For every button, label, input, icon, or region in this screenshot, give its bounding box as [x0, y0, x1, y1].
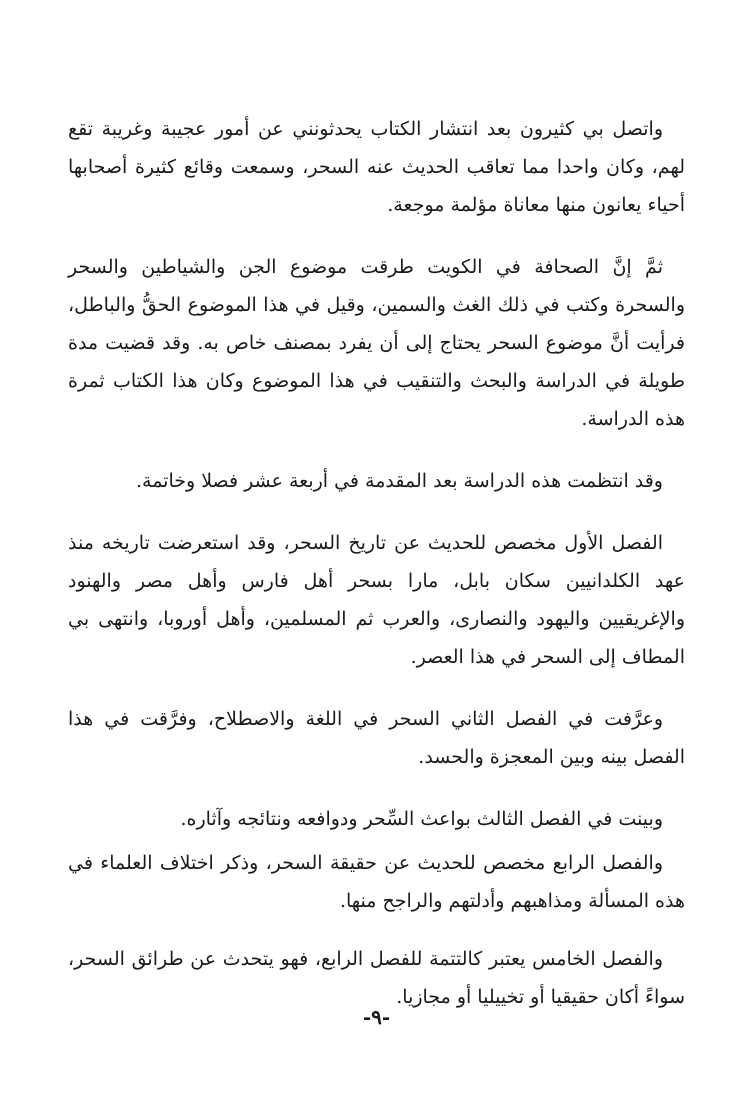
paragraph-8: والفصل الخامس يعتبر كالتتمة للفصل الرابع، فهو يتحدث عن طرائق السحر، سواءً أكان حقيقيا أو تخييليا أو مجازيا.	[68, 948, 685, 1008]
body-text	[68, 110, 685, 1016]
paragraph-5: وعرَّفت في الفصل الثاني السحر في اللغة والاصطلاح، وفرَّقت في هذا الفصل بينه وبين المعجزة والحسد.	[68, 708, 685, 768]
page-number: -٩-	[362, 1005, 391, 1029]
paragraph-7: والفصل الرابع مخصص للحديث عن حقيقة السحر، وذكر اختلاف العلماء في هذه المسألة ومذاهبهم وأدلتهم والراجح منها.	[68, 852, 685, 912]
paragraph-4: الفصل الأول مخصص للحديث عن تاريخ السحر، وقد استعرضت تاريخه منذ عهد الكلدانيين سكان بابل، مارا بسحر أهل فارس وأهل مصر والهنود والإغريقيين واليهود والنصارى، والعرب ثم المسلمين، وأهل أوروبا، وانتهى بي المطاف إلى السحر في هذا العصر.	[68, 532, 685, 668]
paragraph-1: واتصل بي كثيرون بعد انتشار الكتاب يحدثونني عن أمور عجيبة وغريبة تقع لهم، وكان واحدا مما تعاقب الحديث عنه السحر، وسمعت وقائع كثيرة أصحابها أحياء يعانون منها معاناة مؤلمة موجعة.	[68, 118, 685, 216]
paragraph-6: وبينت في الفصل الثالث بواعث السِّحر ودوافعه ونتائجه وآثاره.	[180, 808, 663, 830]
paragraph-3: وقد انتظمت هذه الدراسة بعد المقدمة في أربعة عشر فصلا وخاتمة.	[135, 470, 663, 492]
paragraph-2: ثمَّ إنَّ الصحافة في الكويت طرقت موضوع الجن والشياطين والسحر والسحرة وكتب في ذلك الغث والسمين، وقيل في هذا الموضوع الحقُّ والباطل، فرأيت أنَّ موضوع السحر يحتاج إلى أن يفرد بمصنف خاص به. وقد قضيت مدة طويلة في الدراسة والبحث والتنقيب في هذا الموضوع وكان هذا الكتاب ثمرة هذه الدراسة.	[68, 256, 685, 430]
